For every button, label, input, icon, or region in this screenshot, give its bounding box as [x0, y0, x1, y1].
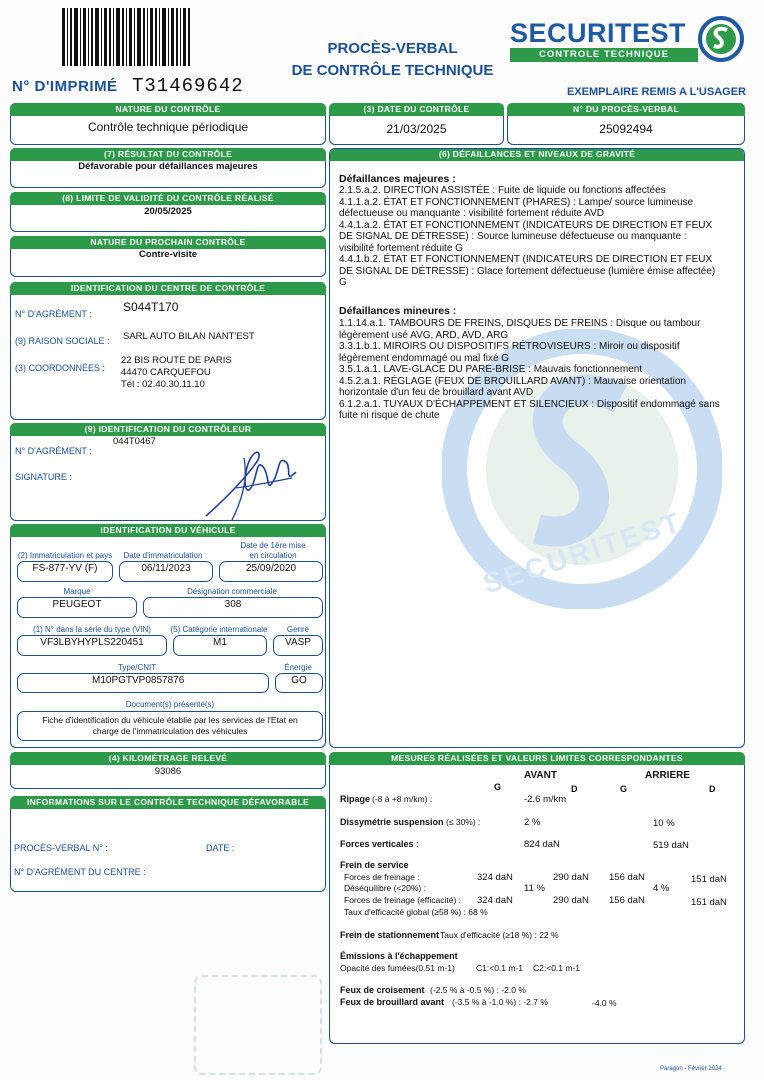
major-defect-line: visibilité fortement réduite G: [339, 242, 463, 254]
vehicle-header: IDENTIFICATION DU VÉHICULE: [10, 524, 326, 537]
major-defect-line: défectueuse ou manquante : visibilité fortement réduite AVD: [339, 208, 604, 219]
center-header: IDENTIFICATION DU CENTRE DE CONTRÔLE: [10, 282, 326, 295]
measures-header: MESURES RÉALISÉES ET VALEURS LIMITES CORRESPONDANTES: [329, 752, 745, 765]
signature-image: [196, 438, 301, 528]
first-circ-label-line1: Date de 1ère mise: [240, 541, 306, 550]
genre-label: Genre: [286, 625, 310, 634]
logo-text: SECURITEST: [510, 18, 687, 48]
validity-header: (8) LIMITE DE VALIDITÉ DU CONTRÔLE RÉALISÉ: [10, 192, 326, 205]
avant-column-header: AVANT: [524, 770, 557, 781]
ff-arriere-g: 156 daN: [609, 872, 645, 883]
center-address-line2: 44470 CARQUEFOU: [121, 367, 211, 378]
controller-header: (9) IDENTIFICATION DU CONTRÔLEUR: [10, 423, 326, 436]
arriere-column-header: ARRIERE: [645, 770, 691, 781]
mileage-header: (4) KILOMÉTRAGE RELEVÉ: [10, 752, 326, 765]
feux-brouillard-value: (-3.5 % à -1.0 %) : -2.7 %: [452, 997, 548, 1007]
defects-header: (6) DÉFAILLANCES ET NIVEAUX DE GRAVITÉ: [329, 148, 745, 161]
barcode-image: [62, 8, 190, 66]
document-title-line1: PROCÈS-VERBAL: [327, 40, 458, 57]
desequilibre-arriere: 4 %: [653, 883, 670, 894]
center-coord-label: (3) COORDONNÉES :: [15, 363, 106, 373]
vin-field: VF3LBYHYPLS220451: [17, 635, 167, 656]
document-title-line2: DE CONTRÔLE TECHNIQUE: [291, 62, 494, 79]
ffe-arriere-d: 151 daN: [691, 897, 727, 908]
minor-defects-title: Défaillances mineures :: [339, 305, 457, 317]
documents-line2: charge de l'immatriculation des véhicules: [92, 726, 248, 736]
type-cnit-field: M10PGTVP0857876: [17, 673, 269, 693]
date-controle-value: 21/03/2025: [386, 122, 447, 136]
major-defect-line: 4.1.1.a.2. ÉTAT ET FONCTIONNEMENT (PHARES) : Lampe/ source lumineuse: [339, 196, 694, 208]
validity-box: [10, 192, 326, 232]
major-defect-line: G: [339, 277, 347, 288]
dissymetrie-limit: (≤ 30%) :: [446, 817, 481, 827]
footer-print-ref: Paragon - Février 2024: [660, 1066, 722, 1072]
taux-efficacite-global: Taux d'efficacité global (≥58 %) : 68 %: [344, 907, 488, 917]
documents-field: [17, 711, 323, 741]
unfavorable-pv-label: PROCÈS-VERBAL N° :: [14, 843, 108, 853]
vehicle-box: [10, 524, 326, 748]
minor-defect-line: légèrement usé AVG, ARD, AVD, ARG: [339, 329, 509, 341]
arriere-d-header: D: [709, 784, 716, 794]
dissymetrie-label: Dissymétrie suspension: [340, 817, 444, 827]
unfavorable-date-label: DATE :: [206, 843, 235, 853]
center-agrement-value: S044T170: [123, 300, 179, 314]
energie-field: GO: [275, 673, 323, 693]
documents-line1: Fiche d'identification du véhicule établie par les services de l'Etat en: [42, 715, 298, 725]
next-control-value: Contre-visite: [138, 249, 198, 260]
marque-field: PEUGEOT: [17, 597, 137, 618]
major-defects-title: Défaillances majeures :: [339, 173, 456, 185]
unfavorable-agrement-label: N° D'AGRÉMENT DU CENTRE :: [14, 867, 146, 877]
major-defect-line: DE SIGNAL DE DÉTRESSE) : Source lumineuse défectueuse ou manquante :: [339, 231, 687, 242]
type-cnit-label: Type/CNIT: [117, 663, 157, 672]
minor-defect-line: 6.1.2.a.1. TUYAUX D'ÉCHAPPEMENT ET SILENCIEUX : Dispositif endommagé sans: [339, 398, 720, 410]
signature-label: SIGNATURE :: [15, 472, 72, 482]
center-raison-label: (9) RAISON SOCIALE :: [15, 336, 110, 346]
minor-defect-line: horizontale d'un feu de brouillard avant AVD: [339, 387, 534, 398]
pv-number-value: 25092494: [599, 122, 653, 136]
result-header: (7) RÉSULTAT DU CONTRÔLE: [10, 148, 326, 161]
avant-g-header: G: [494, 782, 502, 792]
controller-agrement-label: N° D'AGRÉMENT :: [15, 446, 92, 456]
nature-controle-box: [10, 103, 326, 145]
categorie-label: (5) Catégorie internationale: [170, 625, 268, 634]
nature-controle-value: Contrôle technique périodique: [87, 120, 249, 134]
unfavorable-header: INFORMATIONS SUR LE CONTRÔLE TECHNIQUE DÉFAVORABLE: [10, 796, 326, 809]
designation-field: 308: [143, 597, 323, 618]
emissions-label: Émissions à l'échappement: [340, 951, 458, 961]
pv-number-box: [507, 103, 745, 145]
mileage-box: [10, 752, 326, 789]
dissymetrie-arriere: 10 %: [653, 818, 675, 829]
result-box: [10, 148, 326, 188]
center-agrement-label: N° D'AGRÉMENT :: [15, 309, 92, 319]
nature-controle-header: NATURE DU CONTRÔLE: [10, 103, 326, 116]
mileage-value: 93086: [154, 766, 182, 777]
ripage-value: -2.6 m/km: [524, 794, 567, 805]
securitest-logo: [508, 16, 748, 72]
frein-service-label: Frein de service: [340, 860, 409, 870]
desequilibre-avant: 11 %: [524, 883, 545, 894]
first-circ-field: 25/09/2020: [219, 561, 323, 582]
opacite-c1: C1:<0.1 m-1: [476, 963, 524, 973]
exemplaire-label: EXEMPLAIRE REMIS A L'USAGER: [566, 86, 746, 98]
center-phone: Tél : 02.40.30.11.10: [121, 379, 205, 390]
opacite-label: Opacité des fumées(0.51 m-1): [340, 963, 455, 973]
frein-stationnement-label: Frein de stationnement: [340, 930, 440, 940]
measures-box: [329, 752, 745, 1044]
unfavorable-box: [10, 796, 326, 892]
categorie-field: M1: [173, 635, 267, 656]
major-defect-line: 4.4.1.b.2. ÉTAT ET FONCTIONNEMENT (INDICATEURS DE DIRECTION ET FEUX: [339, 254, 713, 265]
immat-field: FS-877-YV (F): [17, 561, 113, 582]
date-immat-label: Date d'immatriculation: [123, 551, 203, 560]
next-control-header: NATURE DU PROCHAIN CONTRÔLE: [10, 236, 326, 249]
ff-arriere-d: 151 daN: [691, 874, 727, 885]
major-defects-list: [339, 185, 739, 289]
feux-croisement-label: Feux de croisement: [340, 985, 425, 995]
controller-agrement-value: 044T0467: [113, 436, 156, 447]
minor-defect-line: 4.5.2.a.1. RÉGLAGE (FEUX DE BROUILLARD AVANT) : Mauvaise orientation: [339, 375, 686, 387]
date-controle-box: [329, 103, 504, 145]
major-defect-line: 2.1.5.a.2. DIRECTION ASSISTÉE : Fuite de liquide ou fonctions affectées: [339, 185, 666, 196]
ff-efficacite-label: Forces de freinage (efficacité) :: [344, 895, 462, 905]
feux-brouillard-label: Feux de brouillard avant: [340, 997, 445, 1007]
forces-verticales-arriere: 519 daN: [653, 840, 689, 851]
ripage-label: Ripage: [340, 794, 371, 804]
major-defect-line: DE SIGNAL DE DÉTRESSE) : Glace fortement défectueuse (lumière émise affectée): [339, 265, 716, 277]
logo-subtitle: CONTROLE TECHNIQUE: [510, 48, 698, 62]
dissymetrie-avant: 2 %: [524, 817, 541, 828]
opacite-c2: C2:<0.1 m-1: [533, 963, 581, 973]
arriere-g-header: G: [620, 784, 628, 794]
immat-label: (2) Immatriculation et pays: [17, 551, 113, 560]
minor-defect-line: fuite ni risque de chute: [339, 410, 440, 421]
stamp-area: [194, 975, 322, 1075]
barcode: [62, 8, 190, 66]
avant-d-header: D: [571, 784, 578, 794]
pv-number-header: N° DU PROCÈS-VERBAL: [507, 103, 745, 116]
forces-freinage-label: Forces de freinage :: [344, 872, 420, 882]
result-value: Défavorable pour défaillances majeures: [78, 161, 258, 172]
forces-verticales-avant: 824 daN: [524, 839, 560, 850]
center-address-line1: 22 BIS ROUTE DE PARIS: [121, 355, 232, 366]
minor-defect-line: 1.1.14.a.1. TAMBOURS DE FREINS, DISQUES DE FREINS : Disque ou tambour: [339, 318, 701, 329]
watermark-text: SECURITEST: [479, 505, 687, 600]
major-defect-line: 4.4.1.a.2. ÉTAT ET FONCTIONNEMENT (INDICATEURS DE DIRECTION ET FEUX: [339, 219, 713, 231]
designation-label: Désignation commerciale: [187, 587, 277, 596]
frein-stationnement-value: Taux d'efficacité (≥18 %) : 22 %: [440, 930, 559, 940]
next-control-box: [10, 236, 326, 277]
ff-avant-d: 290 daN: [553, 872, 589, 883]
date-immat-field: 06/11/2023: [119, 561, 213, 582]
minor-defects-list: [339, 318, 739, 422]
validity-value: 20/05/2025: [144, 206, 192, 217]
imprime-value: T31469642: [132, 75, 244, 97]
first-circ-label-line2: en circulation: [249, 551, 297, 560]
feux-croisement-value: (-2.5 % à -0.5 %) : -2.0 %: [430, 985, 526, 995]
documents-label: Document(s) présenté(s): [125, 700, 215, 709]
ripage-limit: (-8 à +8 m/km) :: [372, 794, 433, 804]
marque-label: Marque: [63, 587, 91, 596]
center-box: [10, 282, 326, 420]
date-controle-header: (3) DATE DU CONTRÔLE: [329, 103, 504, 116]
desequilibre-label: Déséquilibre (<20%) :: [344, 883, 426, 893]
forces-verticales-label: Forces verticales :: [340, 839, 420, 849]
ff-avant-g: 324 daN: [477, 872, 513, 883]
ffe-arriere-g: 156 daN: [609, 895, 645, 906]
logo-s-icon: [698, 16, 744, 62]
ffe-avant-g: 324 daN: [477, 895, 513, 906]
minor-defect-line: 3.5.1.a.1. LAVE-GLACE DU PARE-BRISE : Mauvais fonctionnement: [339, 364, 643, 375]
imprime-label: N° D'IMPRIMÉ: [12, 78, 118, 95]
ffe-avant-d: 290 daN: [553, 895, 589, 906]
energie-label: Énergie: [284, 663, 312, 672]
genre-field: VASP: [273, 635, 323, 656]
minor-defect-line: 3.3.1.b.1. MIROIRS OU DISPOSITIFS RÉTROVISEURS : Miroir ou dispositif: [339, 341, 680, 352]
controller-box: [10, 423, 326, 521]
center-raison-value: SARL AUTO BILAN NANT'EST: [123, 331, 255, 342]
feux-brouillard-value-2: -4.0 %: [592, 998, 617, 1008]
vin-label: (1) N° dans la série du type (VIN): [33, 625, 151, 634]
defects-box: [329, 148, 745, 748]
minor-defect-line: légèrement endommagé ou mal fixé G: [339, 352, 510, 364]
